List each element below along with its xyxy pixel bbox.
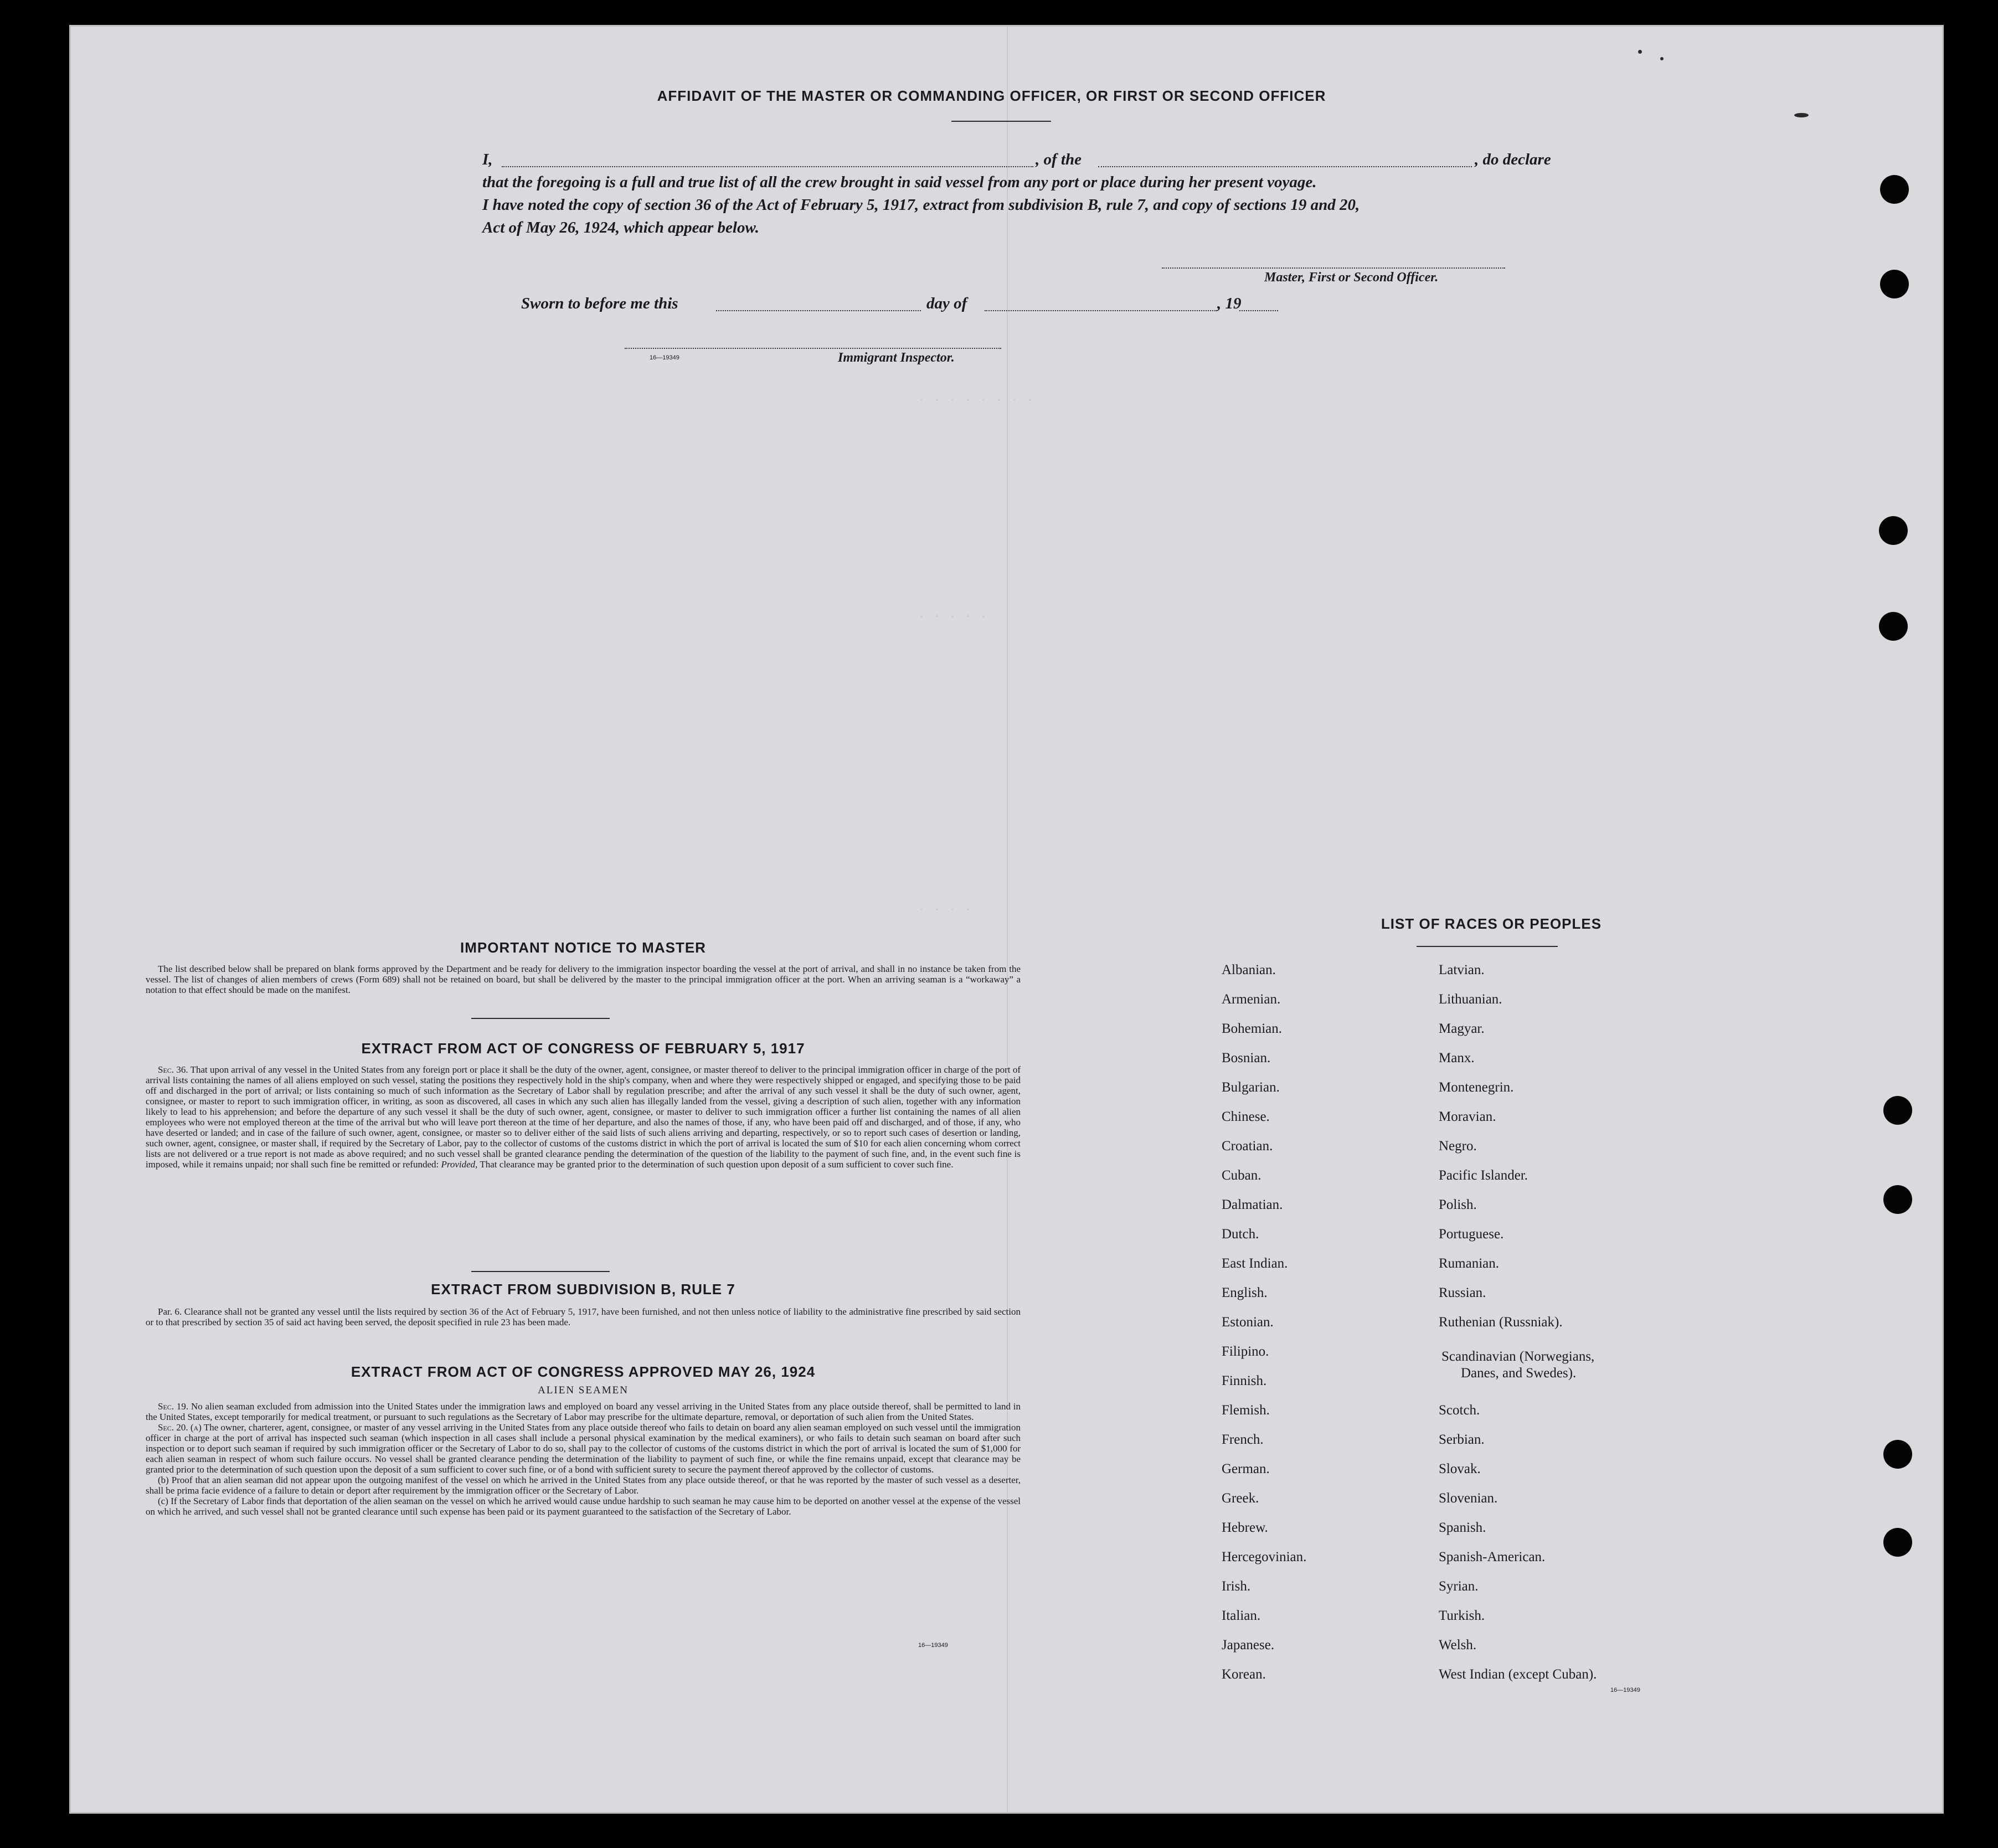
affidavit-i-label: I, [482,151,493,168]
race-item: Magyar. [1439,1021,1485,1036]
affidavit-line-4: Act of May 26, 1924, which appear below. [482,219,759,236]
year-prefix: , 19 [1217,295,1242,312]
race-item: Russian. [1439,1285,1486,1300]
ink-mark [1638,50,1642,54]
race-item: Cuban. [1222,1168,1261,1183]
ink-mark [1794,113,1809,117]
master-signature-blank[interactable] [1162,267,1505,269]
punch-hole [1883,1096,1912,1125]
extract-1917-title: EXTRACT FROM ACT OF CONGRESS OF FEBRUARY 5, 1917 [361,1040,805,1057]
extract-1924-text [146,1401,1021,1517]
inspector-signature-blank[interactable] [625,348,1001,349]
race-item: Serbian. [1439,1432,1485,1447]
document-sheet [69,25,1944,1814]
punch-hole [1880,270,1909,298]
title-underline [951,121,1051,122]
affidavit-do-declare: , do declare [1475,151,1551,168]
race-item: Lithuanian. [1439,992,1502,1007]
affidavit-line-2: that the foregoing is a full and true list of all the crew brought in said vessel from any port or place during her present voyage. [482,173,1317,191]
race-item: Manx. [1439,1051,1475,1065]
race-item: Chinese. [1222,1109,1270,1124]
race-item: Dalmatian. [1222,1197,1283,1212]
alien-seamen-subtitle: ALIEN SEAMEN [538,1384,629,1396]
sec-20b-paragraph: (b) Proof that an alien seaman did not appear upon the outgoing manifest of the vessel on which he arrived in the United States from any place outside thereof, or that he was reported by the master of such vessel as a deserter, shall be prima facie evidence of a failure to detain or deport after requirement by the immigration officer or the Secretary of Labor. [146,1475,1021,1496]
race-item: West Indian (except Cuban). [1439,1667,1597,1682]
bleed-through: . . . . . . . . [918,392,1035,405]
races-title-underline [1417,946,1558,947]
race-item: Flemish. [1222,1403,1270,1418]
affidavit-title: AFFIDAVIT OF THE MASTER OR COMMANDING OFFICER, OR FIRST OR SECOND OFFICER [657,87,1326,104]
race-item: Japanese. [1222,1638,1275,1653]
sec-20a-paragraph [146,1422,1021,1475]
race-item: Ruthenian (Russniak). [1439,1315,1563,1330]
form-number: 16—19349 [918,1642,948,1649]
sworn-month-blank[interactable] [985,310,1217,311]
notice-title: IMPORTANT NOTICE TO MASTER [460,939,706,956]
bleed-through: . . . . [918,902,973,914]
race-item: French. [1222,1432,1264,1447]
vessel-blank[interactable] [1098,166,1472,167]
inspector-label: Immigrant Inspector. [838,351,955,365]
race-item: German. [1222,1461,1270,1476]
fold-crease [1007,27,1008,1812]
race-item: Dutch. [1222,1227,1259,1242]
sec-19-paragraph [146,1401,1021,1422]
race-item: Spanish-American. [1439,1550,1546,1564]
race-item: Bosnian. [1222,1051,1271,1065]
name-blank[interactable] [502,166,1033,167]
affidavit-of-the-label: , of the [1036,151,1082,168]
race-item: Italian. [1222,1608,1261,1623]
form-number: 16—19349 [650,354,679,361]
race-item: Montenegrin. [1439,1080,1514,1095]
race-item: Polish. [1439,1197,1477,1212]
race-item: Estonian. [1222,1315,1274,1330]
race-item: Slovak. [1439,1461,1481,1476]
master-signature-label: Master, First or Second Officer. [1264,270,1439,285]
extract-1917-text [146,1064,1021,1170]
sec-20c-paragraph: (c) If the Secretary of Labor finds that deportation of the alien seaman on the vessel on which he arrived would cause undue hardship to such seaman he may cause him to be deported on another vessel at the expense of the vessel on which he arrived, and such vessel shall not be granted clearance until such expense has been paid or its payment guaranteed to the satisfaction of the Secretary of Labor. [146,1496,1021,1517]
sec-19-label: Sec. 19. [158,1401,189,1412]
sec-36-text: That upon arrival of any vessel in the United States from any foreign port or place it shall be the duty of the owner, agent, consignee, or master thereof to deliver to the principal immigration officer in charge of the port of arrival lists containing the names of all aliens employed on such vessel, stating the positions they respectively hold in the ship's company, when and where they were respectively shipped or engaged, and specifying those to be paid off and discharged in the port of arrival; or lists containing so much of such information as the Secretary of Labor shall by regulation prescribe; and after the arrival of any such vessel it shall be the duty of such owner, agent, consignee, or master to report to such immigration officer, in writing, as soon as discovered, all cases in which any such alien has illegally landed from the vessel, giving a description of such alien, together with any information likely to lead to his apprehension; and before the departure of any such vessel it shall be the duty of such owner, agent, consignee, or master to deliver to such immigration officer a further list containing the names of all alien employees who were not employed thereon at the time of the arrival but who will leave port thereon at the time of her departure, and also the names of those, if any, who have been paid off and discharged, and of those, if any, who have deserted or landed; and in case of the failure of such owner, agent, consignee, or master so to deliver either of the said lists of such aliens arriving and departing, respectively, or so to report such cases of desertion or landing, such owner, agent, consignee, or master shall, if required by the Secretary of Labor, pay to the collector of customs of the customs district in which the port of arrival is located the sum of $10 for each alien concerning whom correct lists are not delivered or a true report is not made as above required; and no such vessel shall be granted clearance pending the determination of the question of the liability to the payment of such fine, and, in the event such fine is imposed, while it remains unpaid; nor shall such fine be remitted or refunded: [146,1064,1021,1170]
race-item: Welsh. [1439,1638,1477,1653]
race-item: Hebrew. [1222,1520,1268,1535]
rule-7-paragraph: Par. 6. Clearance shall not be granted any vessel until the lists required by section 36 of the Act of February 5, 1917, have been furnished, and not then unless notice of liability to the administrative fine prescribed by said section or to that prescribed by section 35 of said act having been served, the deposit specified in rule 23 has been made. [146,1306,1021,1327]
races-title: LIST OF RACES OR PEOPLES [1381,915,1602,932]
punch-hole [1879,612,1908,641]
extract-1924-title: EXTRACT FROM ACT OF CONGRESS APPROVED MAY 26, 1924 [351,1363,816,1380]
race-item: Portuguese. [1439,1227,1504,1242]
race-item: Scotch. [1439,1403,1480,1418]
race-item: Spanish. [1439,1520,1486,1535]
race-item: Pacific Islander. [1439,1168,1528,1183]
race-item: Korean. [1222,1667,1266,1682]
race-item: Irish. [1222,1579,1251,1594]
race-item: Turkish. [1439,1608,1485,1623]
race-item: Croatian. [1222,1139,1273,1154]
race-item: Syrian. [1439,1579,1479,1594]
race-item: Greek. [1222,1491,1259,1506]
race-item: Armenian. [1222,992,1281,1007]
punch-hole [1883,1185,1912,1214]
race-item: Slovenian. [1439,1491,1498,1506]
notice-paragraph: The list described below shall be prepared on blank forms approved by the Department and be ready for delivery to the immigration inspector boarding the vessel at the port of arrival, and shall in no instance be taken from the vessel. The list of changes of alien members of crews (Form 689) shall not be retained on board, but shall be delivered by the master to the principal immigration officer at the port. When an arriving seaman is a “workaway” a notation to that effect should be made on the manifest. [146,964,1021,995]
race-item: Albanian. [1222,962,1276,977]
sec-20-label: Sec. 20. (a) [158,1422,202,1433]
race-item: Latvian. [1439,962,1485,977]
race-item: Negro. [1439,1139,1477,1154]
punch-hole [1883,1440,1912,1469]
notice-text [146,964,1021,995]
race-item: Bohemian. [1222,1021,1283,1036]
race-item: Filipino. [1222,1344,1269,1359]
sec-36-end: That clearance may be granted prior to the determination of such question upon deposit of a sum sufficient to cover such fine. [480,1159,954,1170]
race-item: Rumanian. [1439,1256,1500,1271]
sec-20a-text: The owner, charterer, agent, consignee, or master of any vessel arriving in the United States from any place outside thereof who fails to detain on board any alien seaman employed on such vessel until the immigration officer in charge at the port of arrival has inspected such seaman (which inspection in all cases shall include a personal physical examination by the medical examiners), or who fails to detain such seaman on board after such inspection or to deport such seaman if required by such immigration officer or the Secretary of Labor to do so, shall pay to the collector of customs of the customs district in which the port of arrival is located the sum of $1,000 for each alien seaman in respect of whom such failure occurs. No vessel shall be granted clearance pending the determination of the liability to payment of such fine, or while the fine remains unpaid, except that clearance may be granted prior to the determination of such question upon the deposit of a sum sufficient to cover such fine, or of a bond with sufficient surety to secure the payment thereof approved by the collector of customs. [146,1422,1021,1475]
affidavit-line-3: I have noted the copy of section 36 of the Act of February 5, 1917, extract from subdivision B, rule 7, and copy of sections 19 and 20, [482,196,1360,214]
race-item: Scandinavian (Norwegians, [1441,1349,1595,1364]
rule-7-title: EXTRACT FROM SUBDIVISION B, RULE 7 [431,1281,735,1298]
section-divider [471,1018,610,1019]
bleed-through: . . . . . [918,608,988,621]
sworn-day-blank[interactable] [716,310,921,311]
extract-1917-paragraph [146,1064,1021,1170]
ink-mark [1660,57,1664,60]
day-of-label: day of [926,295,967,312]
sworn-text: Sworn to before me this [521,295,678,312]
sworn-year-blank[interactable] [1239,310,1278,311]
race-item: East Indian. [1222,1256,1288,1271]
punch-hole [1880,175,1909,204]
sec-19-text: No alien seaman excluded from admission into the United States under the immigration laws and employed on board any vessel arriving in the United States from any place outside thereof, shall be permitted to land in the United States, except temporarily for medical treatment, or pursuant to such regulations as the Secretary of Labor may prescribe for the ultimate departure, removal, or deportation of such alien from the United States. [146,1401,1021,1422]
punch-hole [1879,516,1908,545]
race-item: Bulgarian. [1222,1080,1280,1095]
race-item: Danes, and Swedes). [1461,1366,1577,1381]
race-item: Moravian. [1439,1109,1496,1124]
sec-36-label: Sec. 36. [158,1064,188,1075]
provided-word: Provided, [441,1159,478,1170]
race-item: Hercegovinian. [1222,1550,1307,1564]
rule-7-text [146,1306,1021,1327]
form-number: 16—19349 [1610,1687,1640,1693]
section-divider [471,1271,610,1272]
punch-hole [1883,1528,1912,1557]
race-item: Finnish. [1222,1373,1267,1388]
race-item: English. [1222,1285,1268,1300]
